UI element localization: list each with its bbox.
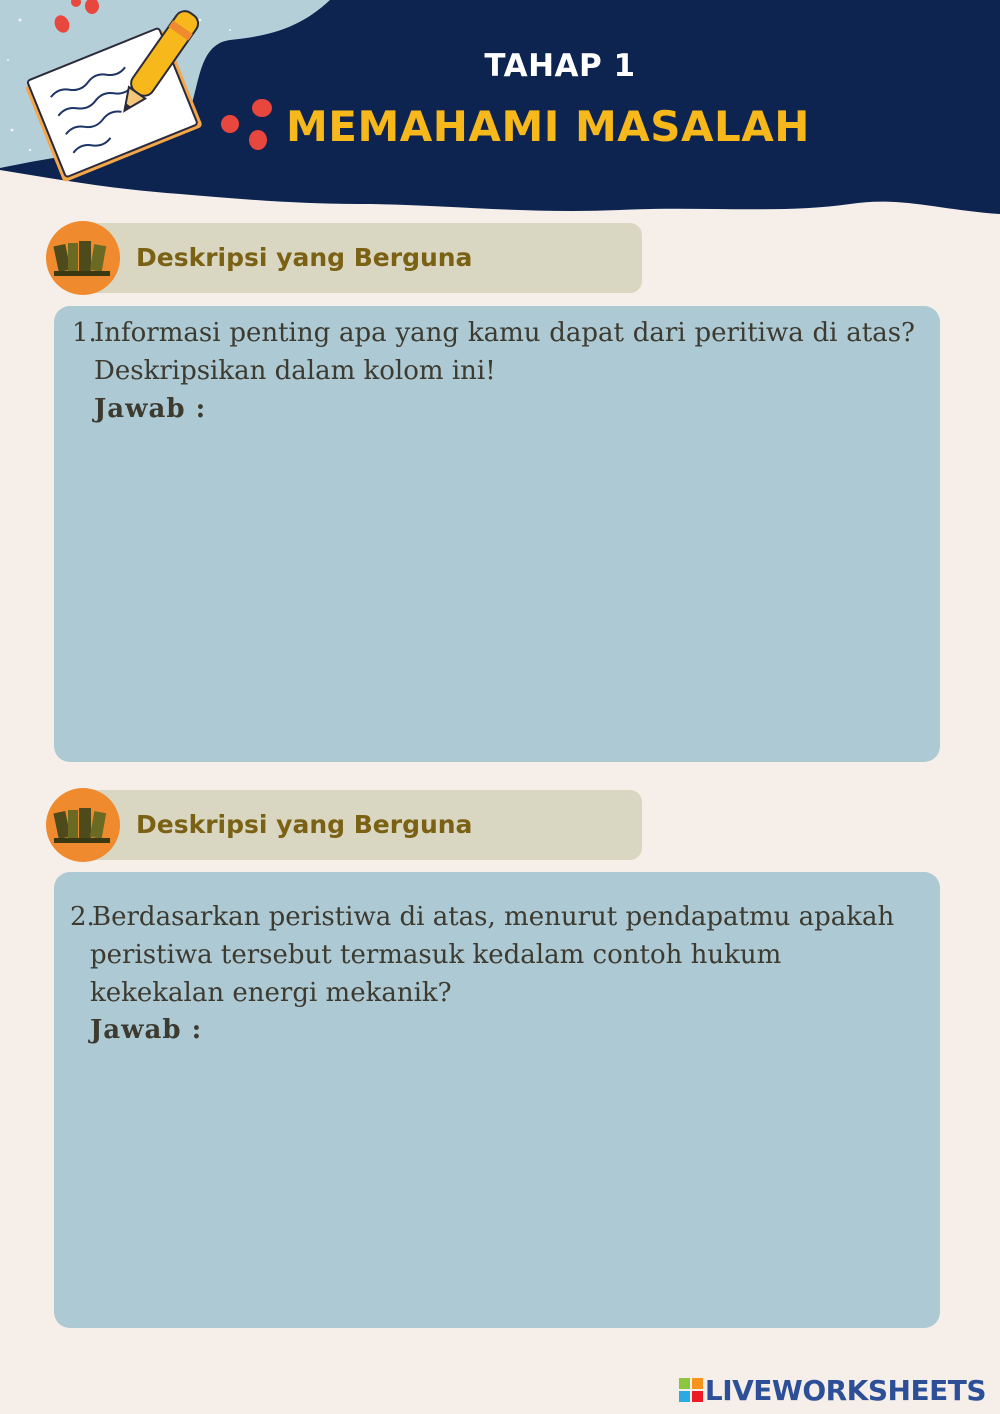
question-number: 2. <box>70 902 95 932</box>
answer-label: Jawab : <box>90 1015 203 1045</box>
section-banner-label: Deskripsi yang Berguna <box>136 810 473 839</box>
section-banner <box>80 223 642 293</box>
section-banner-label: Deskripsi yang Berguna <box>136 243 473 272</box>
question-2 <box>70 898 920 1012</box>
question-number: 1. <box>72 318 97 348</box>
page-title: MEMAHAMI MASALAH <box>286 102 810 151</box>
liveworksheets-icon <box>679 1378 703 1402</box>
question-text: Informasi penting apa yang kamu dapat dari peritiwa di atas? Deskripsikan dalam kolom ini! <box>94 318 915 386</box>
dots-icon <box>216 94 280 154</box>
books-icon <box>46 788 120 862</box>
books-icon <box>46 221 120 295</box>
notebook-pen-icon <box>0 0 240 200</box>
question-text: Berdasarkan peristiwa di atas, menurut pendapatmu apakah peristiwa tersebut termasuk kedalam contoh hukum kekekalan energi mekanik? <box>90 902 895 1008</box>
section-banner <box>80 790 642 860</box>
question-1 <box>72 314 915 390</box>
liveworksheets-logo <box>679 1374 986 1406</box>
answer-label: Jawab : <box>94 394 207 424</box>
brand-name: LIVEWORKSHEETS <box>704 1373 986 1407</box>
stage-label: TAHAP 1 <box>484 48 636 84</box>
